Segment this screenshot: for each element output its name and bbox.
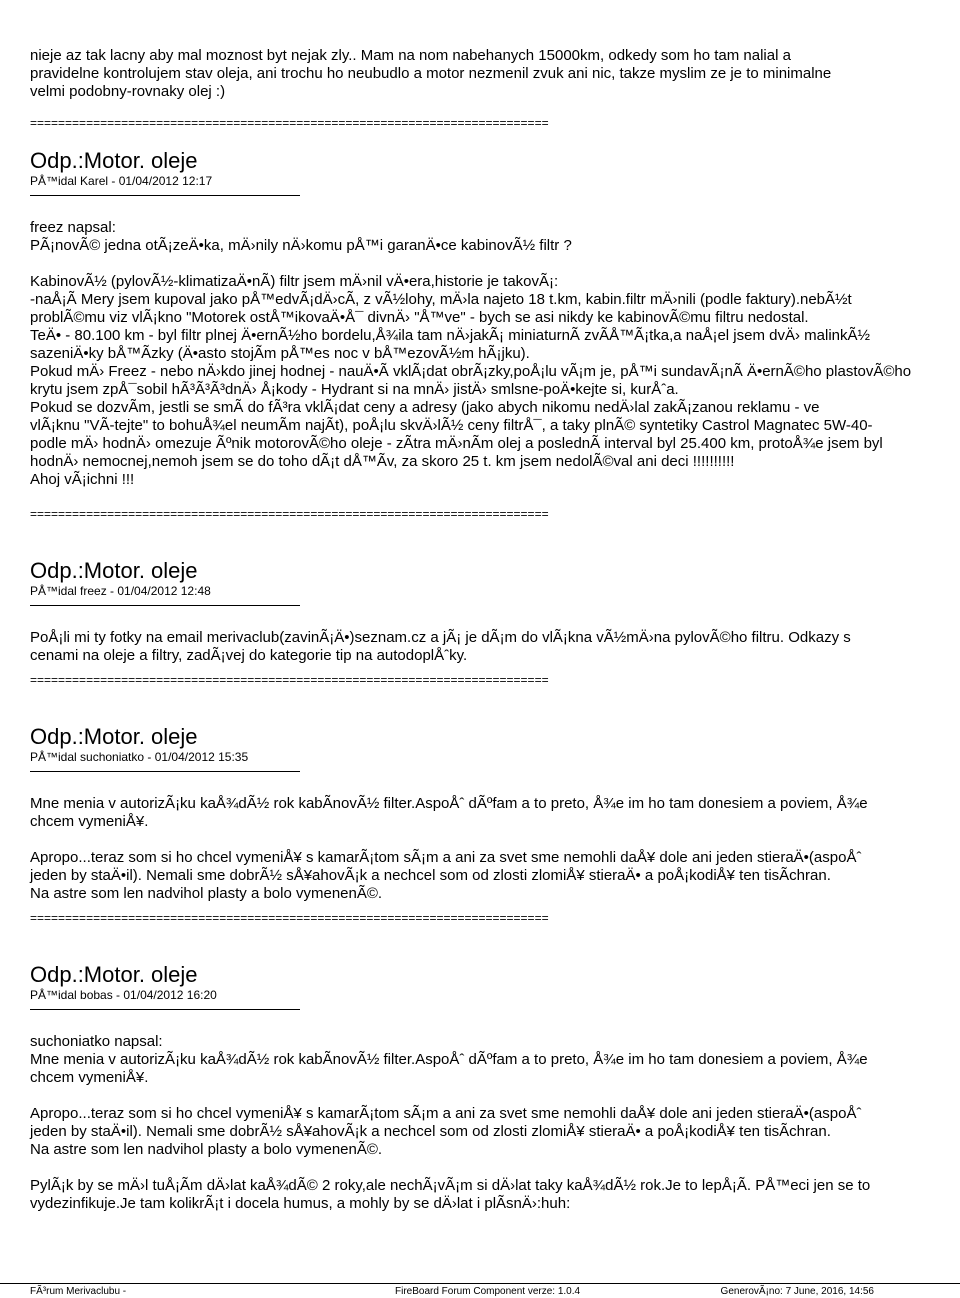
- post-body: PoÅ¡li mi ty fotky na email merivaclub(zavinÃ¡Ä•)seznam.cz a jÃ¡ je dÃ¡m do vlÃ¡kna vÃ½mÄ›na pylovÃ©ho filtru. Odkazy s cenami na oleje a filtry, zadÃ¡vej do kategorie tip na autodoplÅˆky.: [30, 629, 851, 664]
- post: [30, 558, 960, 665]
- post-title: Odp.:Motor. oleje: [30, 962, 198, 987]
- post-rule: [30, 1009, 300, 1010]
- post-meta: PÅ™idal suchoniatko - 01/04/2012 15:35: [30, 750, 249, 764]
- page-footer: [0, 1283, 960, 1298]
- post-title: Odp.:Motor. oleje: [30, 724, 198, 749]
- post-rule: [30, 771, 300, 772]
- footer-site: FÃ³rum Merivaclubu -: [30, 1286, 127, 1297]
- intro-text: nieje az tak lacny aby mal moznost byt nejak zly.. Mam na nom nabehanych 15000km, odkedy som ho tam nalial a pravidelne kontrolujem stav oleja, ani trochu ho neubudlo a motor nezmenil zvuk ani nic, takze myslim ze je to minimalne velmi podobny-rovnaky olej :): [30, 47, 832, 100]
- post: [30, 724, 960, 903]
- post: [30, 148, 960, 489]
- footer-generated: GenerovÃ¡no: 7 June, 2016, 14:56: [720, 1286, 874, 1297]
- post-body: Mne menia v autorizÃ¡ku kaÅ¾dÃ½ rok kabÃnovÃ½ filter.AspoÅˆ dÃºfam a to preto, Å¾e im ho tam donesiem a poviem, Å¾e chcem vymeniÅ¥. Apropo...teraz som si ho chcel vymeniÅ¥ s kamarÃ¡tom sÃ¡m a ani za svet sme nemohli daÅ¥ dole ani jeden stieraÄ•(aspoÅˆ jeden by staÄ•il). Nemali sme dobrÃ½ sÅ¥ahovÃ¡k a nechcel som od zlosti zlomiÅ¥ stieraÄ• a poÅ¡kodiÅ¥ ten tisÃchran. Na astre som len nadvihol plasty a bolo vymenenÃ©.: [30, 795, 868, 902]
- document-page: [30, 47, 960, 1213]
- separator: ==========================================================================: [30, 911, 549, 925]
- post-meta: PÅ™idal bobas - 01/04/2012 16:20: [30, 988, 217, 1002]
- post-rule: [30, 605, 300, 606]
- post-meta: PÅ™idal Karel - 01/04/2012 12:17: [30, 174, 213, 188]
- post-title: Odp.:Motor. oleje: [30, 558, 198, 583]
- post-title: Odp.:Motor. oleje: [30, 148, 198, 173]
- separator: ==========================================================================: [30, 673, 549, 687]
- post-body: suchoniatko napsal: Mne menia v autorizÃ¡ku kaÅ¾dÃ½ rok kabÃnovÃ½ filter.AspoÅˆ dÃºfam a to preto, Å¾e im ho tam donesiem a poviem, Å¾e chcem vymeniÅ¥. Apropo...teraz som si ho chcel vymeniÅ¥ s kamarÃ¡tom sÃ¡m a ani za svet sme nemohli daÅ¥ dole ani jeden stieraÄ•(aspoÅˆ jeden by staÄ•il). Nemali sme dobrÃ½ sÅ¥ahovÃ¡k a nechcel som od zlosti zlomiÅ¥ stieraÄ• a poÅ¡kodiÅ¥ ten tisÃchran. Na astre som len nadvihol plasty a bolo vymenenÃ©. PylÃ¡k by se mÄ›l tuÅ¡Ãm dÄ›lat kaÅ¾dÃ© 2 roky,ale nechÃ¡vÃ¡m si dÄ›lat taky kaÅ¾dÃ½ rok.Je to lepÅ¡Ã. PÅ™eci jen se to vydezinfikuje.Je tam kolikrÃ¡t i docela humus, a mohly by se dÄ›lat i plÃsnÄ›:huh:: [30, 1033, 871, 1212]
- post-body: freez napsal: PÃ¡novÃ© jedna otÃ¡zeÄ•ka, mÄ›nily nÄ›komu pÅ™i garanÄ•ce kabinovÃ½ filtr ? KabinovÃ½ (pylovÃ½-klimatizaÄ•nÃ) filtr jsem mÄ›nil vÄ•era,historie je takovÃ¡: -naÅ¡Ã Mery jsem kupoval jako pÅ™edvÃ¡dÄ›cÃ, z vÃ½lohy, mÄ›la najeto 18 t.km, kabin.filtr mÄ›nili (podle faktury).nebÃ½t problÃ©mu viz vlÃ¡kno "Motorek ostÅ™ikovaÄ•Å¯ divnÄ› "Å™ve" - bych se asi nikdy ke kabinovÃ©mu filtru nedostal. TeÄ• - 80.100 km - byl filtr plnej Ä•ernÃ½ho bordelu,Å¾ila tam nÄ›jakÃ¡ miniaturnÃ zvÃÅ™Ã¡tka,a naÅ¡el jsem dvÄ› malinkÃ½ sazeniÄ•ky bÅ™Ãzky (Ä•asto stojÃm pÅ™es noc v bÅ™ezovÃ½m hÃ¡jku). Pokud mÄ› Freez - nebo nÄ›kdo jinej hodnej - nauÄ•Ã vklÃ¡dat obrÃ¡zky,poÅ¡lu vÃ¡m je, pÅ™i sundavÃ¡nÃ Ä•ernÃ©ho plastovÃ©ho krytu jsem zpÅ¯sobil hÃ³Ã³Ã³dnÄ› Å¡kody - Hydrant si na mnÄ› jistÄ› smlsne-poÄ•kejte si, kurÅˆa. Pokud se dozvÃm, jestli se smÃ do fÃ³ra vklÃ¡dat ceny a adresy (jako abych nikomu nedÄ›lal zakÃ¡zanou reklamu - ve vlÃ¡knu "VÃ-tejte" to bohuÅ¾el neumÃm najÃt), poÅ¡lu skvÄ›lÃ½ ceny filtrÅ¯, a taky plnÃ© syntetiky Castrol Magnatec 5W-40- podle mÄ› hodnÄ› omezuje Ãºnik motorovÃ©ho oleje - zÃtra mÄ›nÃm olej a poslednÃ interval byl 25.400 km, protoÅ¾e jsem byl hodnÄ› nemocnej,nemoh jsem se do toho dÃ¡t dÅ™Ãv, za skoro 25 t. km jsem nedolÃ©val ani deci !!!!!!!!!! Ahoj vÃ¡ichni !!!: [30, 219, 912, 488]
- post-meta: PÅ™idal freez - 01/04/2012 12:48: [30, 584, 211, 598]
- separator: ==========================================================================: [30, 507, 549, 521]
- post-rule: [30, 195, 300, 196]
- footer-component: FireBoard Forum Component verze: 1.0.4: [395, 1286, 581, 1297]
- post: [30, 962, 960, 1213]
- separator: ==========================================================================: [30, 116, 549, 130]
